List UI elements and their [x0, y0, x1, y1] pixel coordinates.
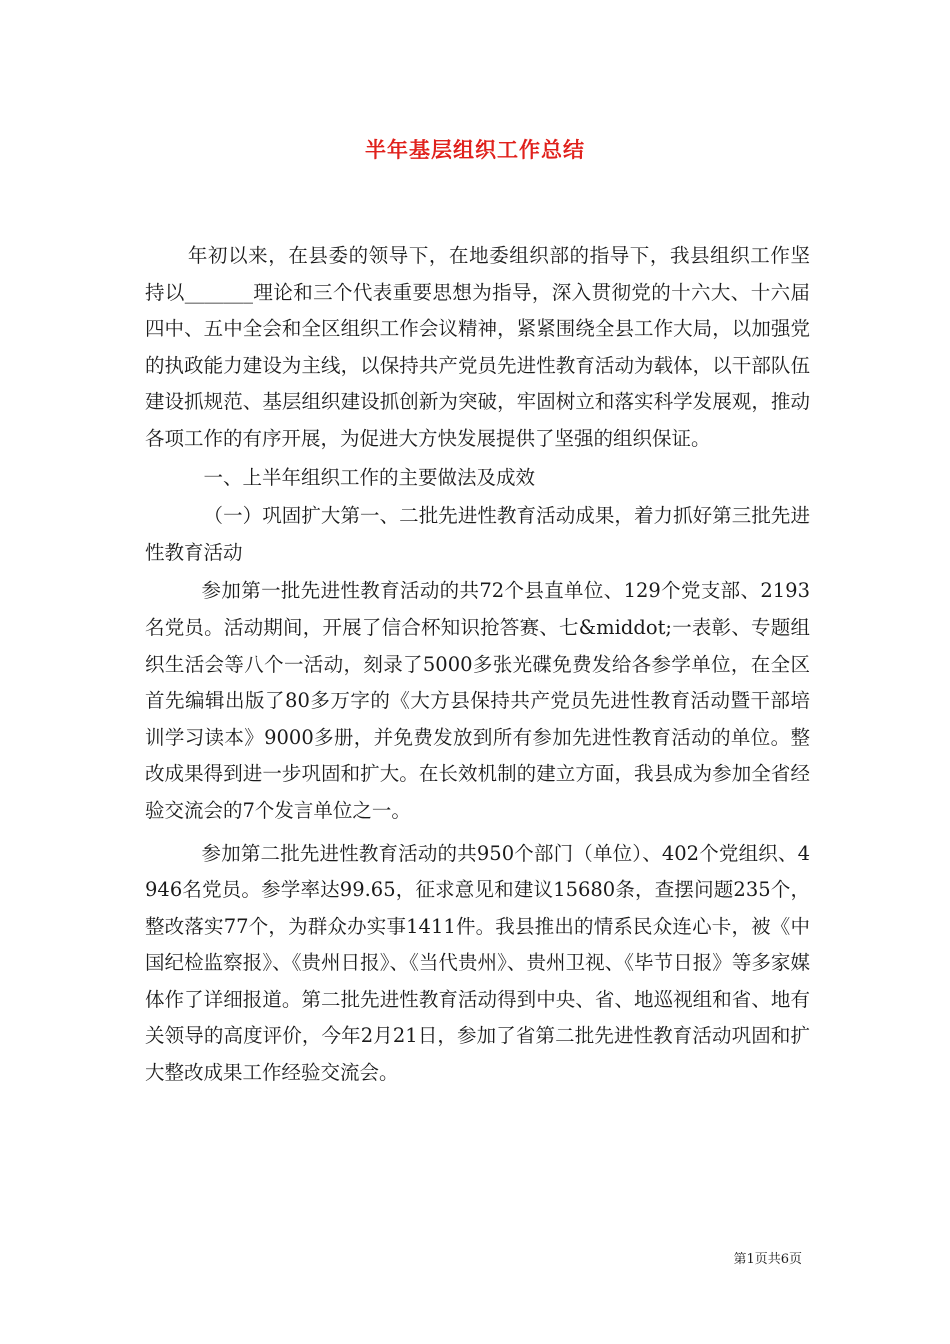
- page-number: 第1页共6页: [733, 1252, 802, 1267]
- paragraph-intro: 年初以来，在县委的领导下，在地委组织部的指导下，我县组织工作坚持以_______理论和三个代表重要思想为指导，深入贯彻党的十六大、十六届四中、五中全会和全区组织工作会议精神，紧紧围绕全县工作大局，以加强党的执政能力建设为主线，以保持共产党员先进性教育活动为载体，以干部队伍建设抓规范、基层组织建设抓创新为突破，牢固树立和落实科学发展观，推动各项工作的有序开展，为促进大方快发展提供了坚强的组织保证。: [145, 244, 810, 450]
- paragraph-first-batch: 参加第一批先进性教育活动的共72个县直单位、129个党支部、2193名党员。活动期间，开展了信合杯知识抢答赛、七&middot;一表彰、专题组织生活会等八个一活动，刻录了5000多张光碟免费发给各参学单位，在全区首先编辑出版了80多万字的《大方县保持共产党员先进性教育活动暨干部培训学习读本》9000多册，并免费发放到所有参加先进性教育活动的单位。整改成果得到进一步巩固和扩大。在长效机制的建立方面，我县成为参加全省经验交流会的7个发言单位之一。: [145, 579, 810, 822]
- document-title: 半年基层组织工作总结: [365, 138, 585, 162]
- subsection-heading: （一）巩固扩大第一、二批先进性教育活动成果，着力抓好第三批先进性教育活动: [145, 504, 810, 564]
- document-body: [145, 238, 810, 1092]
- section-heading: 一、上半年组织工作的主要做法及成效: [203, 465, 536, 489]
- paragraph-second-batch: 参加第二批先进性教育活动的共950个部门（单位）、402个党组织、4946名党员。参学率达99.65，征求意见和建议15680条，查摆问题235个，整改落实77个，为群众办实事1411件。我县推出的情系民众连心卡，被《中国纪检监察报》、《贵州日报》、《当代贵州》、贵州卫视、《毕节日报》等多家媒体作了详细报道。第二批先进性教育活动得到中央、省、地巡视组和省、地有关领导的高度评价，今年2月21日，参加了省第二批先进性教育活动巩固和扩大整改成果工作经验交流会。: [145, 841, 810, 1085]
